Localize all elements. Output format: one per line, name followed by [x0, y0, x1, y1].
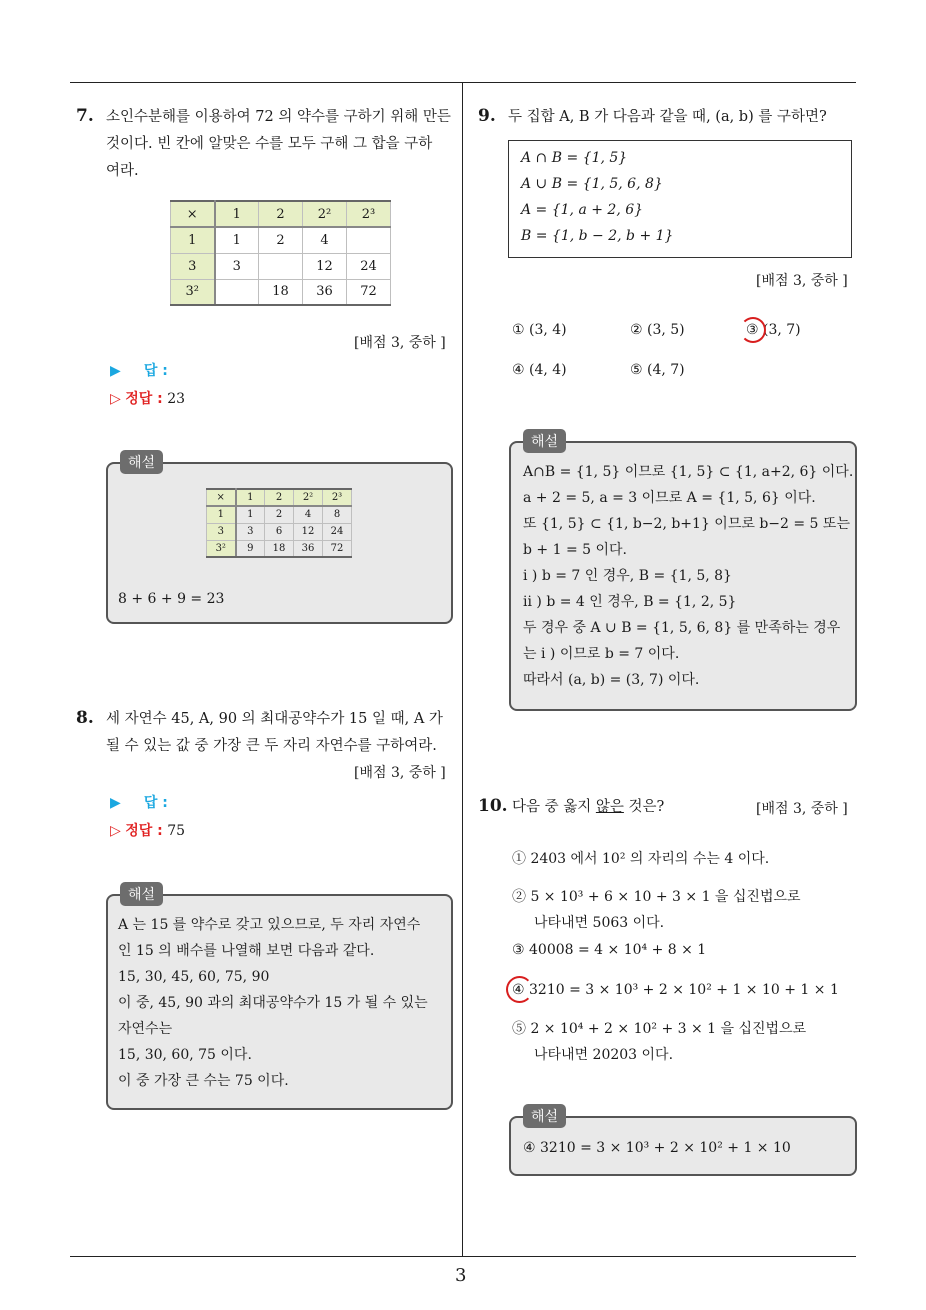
q9-option-4[interactable]: ④ (4, 4) [512, 362, 567, 378]
column-divider [462, 82, 463, 1256]
table-cell: 72 [347, 279, 391, 305]
explain-line: 인 15 의 배수를 나열해 보면 다음과 같다. [118, 943, 375, 959]
q8-explain-text [118, 912, 448, 1094]
q7-text-line: 소인수분해를 이용하여 72 의 약수를 구하기 위해 만든 [106, 109, 451, 125]
q9-explain-text [523, 459, 853, 693]
table-header-cell: × [207, 489, 236, 506]
explain-line: 15, 30, 45, 60, 75, 90 [118, 969, 270, 985]
explain-line: ii ) b = 4 인 경우, B = {1, 2, 5} [523, 594, 737, 610]
q8-explain-box [106, 894, 453, 1110]
table-cell: 8 [323, 506, 352, 523]
q10-option-5-cont: 나타내면 20203 이다. [534, 1047, 674, 1063]
q8-text-line: 세 자연수 45, A, 90 의 최대공약수가 15 일 때, A 가 [106, 711, 443, 727]
table-cell: 24 [347, 253, 391, 279]
table-cell: 36 [294, 540, 323, 557]
explain-line: 두 경우 중 A ∪ B = {1, 5, 6, 8} 를 만족하는 경우 [523, 620, 841, 636]
page-number: 3 [455, 1265, 467, 1286]
explain-line: A∩B = {1, 5} 이므로 {1, 5} ⊂ {1, a+2, 6} 이다. [523, 464, 854, 480]
q10-text-underlined: 않은 [595, 799, 624, 815]
q9-set-box [508, 140, 852, 258]
table-cell: 3² [207, 540, 236, 557]
correct-label: 정답 : [125, 823, 163, 839]
correct-value: 75 [167, 823, 186, 839]
explain-line: b + 1 = 5 이다. [523, 542, 627, 558]
explain-line: 이 중 가장 큰 수는 75 이다. [118, 1073, 289, 1089]
table-cell [347, 227, 391, 253]
q10-option-2[interactable]: ② 5 × 10³ + 6 × 10 + 3 × 1 을 십진법으로 [512, 889, 801, 905]
q9-option-2[interactable]: ② (3, 5) [630, 322, 685, 338]
q7-explain-text: 8 + 6 + 9 = 23 [118, 591, 225, 607]
explain-line: a + 2 = 5, a = 3 이므로 A = {1, 5, 6} 이다. [523, 490, 816, 506]
triangle-outline-icon: ▷ [110, 823, 121, 839]
q7-correct-row [110, 388, 185, 408]
table-cell: 4 [303, 227, 347, 253]
set-line: B = {1, b − 2, b + 1} [521, 228, 674, 244]
q10-option-1[interactable]: ① 2403 에서 10² 의 자리의 수는 4 이다. [512, 851, 770, 867]
q10-option-4[interactable]: ④ 3210 = 3 × 10³ + 2 × 10² + 1 × 10 + 1 × 1 [512, 982, 839, 998]
table-header-cell: 2 [259, 201, 303, 227]
q8-answer-row [110, 792, 168, 812]
q8-text [106, 706, 458, 760]
table-cell: 18 [265, 540, 294, 557]
set-line: A ∩ B = {1, 5} [521, 150, 628, 166]
bottom-rule [70, 1256, 856, 1257]
q10-explain-text: ④ 3210 = 3 × 10³ + 2 × 10² + 1 × 10 [523, 1140, 791, 1156]
table-header-cell: 2³ [323, 489, 352, 506]
triangle-outline-icon: ▷ [110, 391, 121, 407]
q9-score: [배점 3, 중하 ] [756, 273, 848, 289]
table-cell: 3 [215, 253, 259, 279]
table-cell: 24 [323, 523, 352, 540]
set-line: A ∪ B = {1, 5, 6, 8} [521, 176, 663, 192]
q10-text-post: 것은? [623, 799, 665, 815]
answer-label: 답 : [143, 795, 168, 811]
table-header-cell: 2² [303, 201, 347, 227]
selected-answer-circle [506, 976, 533, 1003]
q10-score: [배점 3, 중하 ] [756, 801, 848, 817]
q10-text [512, 794, 664, 821]
correct-value: 23 [167, 391, 186, 407]
table-header-cell: 1 [236, 489, 265, 506]
explain-line: 자연수는 [118, 1021, 173, 1037]
table-cell: 4 [294, 506, 323, 523]
q7-text-line: 것이다. 빈 칸에 알맞은 수를 모두 구해 그 합을 구하 [106, 136, 433, 152]
table-cell: 18 [259, 279, 303, 305]
play-icon: ▶ [110, 795, 121, 811]
explain-line: 는 i ) 이므로 b = 7 이다. [523, 646, 680, 662]
table-cell: 12 [303, 253, 347, 279]
explain-line: 또 {1, 5} ⊂ {1, b−2, b+1} 이므로 b−2 = 5 또는 [523, 516, 850, 532]
q7-number: 7. [76, 106, 94, 126]
q7-explain-tag: 해설 [120, 450, 163, 474]
q7-explain-box [106, 462, 453, 624]
table-cell: 1 [171, 227, 215, 253]
explain-line: i ) b = 7 인 경우, B = {1, 5, 8} [523, 568, 732, 584]
table-cell: 12 [294, 523, 323, 540]
table-cell: 2 [259, 227, 303, 253]
table-header-cell: 1 [215, 201, 259, 227]
q7-text [106, 104, 456, 185]
q9-option-3[interactable]: ③ (3, 7) [746, 322, 801, 338]
q7-score: [배점 3, 중하 ] [354, 335, 446, 351]
table-cell: 1 [207, 506, 236, 523]
table-cell: 9 [236, 540, 265, 557]
top-rule [70, 82, 856, 83]
q8-number: 8. [76, 708, 94, 728]
explain-line: 15, 30, 60, 75 이다. [118, 1047, 252, 1063]
explain-line: 따라서 (a, b) = (3, 7) 이다. [523, 672, 700, 688]
table-header-cell: 2³ [347, 201, 391, 227]
table-cell: 1 [215, 227, 259, 253]
q10-option-5[interactable]: ⑤ 2 × 10⁴ + 2 × 10² + 3 × 1 을 십진법으로 [512, 1021, 807, 1037]
table-cell: 6 [265, 523, 294, 540]
table-cell: 3 [207, 523, 236, 540]
table-cell [215, 279, 259, 305]
q9-option-1[interactable]: ① (3, 4) [512, 322, 567, 338]
table-cell: 3 [236, 523, 265, 540]
correct-label: 정답 : [125, 391, 163, 407]
explain-line: A 는 15 를 약수로 갖고 있으므로, 두 자리 자연수 [118, 917, 421, 933]
set-line: A = {1, a + 2, 6} [521, 202, 644, 218]
table-header-cell: 2² [294, 489, 323, 506]
q9-explain-box [509, 441, 857, 711]
table-header-cell: × [171, 201, 215, 227]
q8-text-line: 될 수 있는 값 중 가장 큰 두 자리 자연수를 구하여라. [106, 738, 437, 754]
q9-number: 9. [478, 106, 496, 126]
q9-text: 두 집합 A, B 가 다음과 같을 때, (a, b) 를 구하면? [508, 109, 827, 125]
q7-explain-table [206, 488, 352, 558]
q10-option-3[interactable]: ③ 40008 = 4 × 10⁴ + 8 × 1 [512, 942, 707, 958]
answer-label: 답 : [143, 363, 168, 379]
table-cell: 1 [236, 506, 265, 523]
q10-text-pre: 다음 중 옳지 [512, 799, 596, 815]
play-icon: ▶ [110, 363, 121, 379]
table-cell: 3² [171, 279, 215, 305]
table-cell: 36 [303, 279, 347, 305]
explain-line: 이 중, 45, 90 과의 최대공약수가 15 가 될 수 있는 [118, 995, 428, 1011]
selected-answer-circle [740, 317, 766, 343]
q7-table [170, 200, 391, 306]
q7-answer-row [110, 360, 168, 380]
q7-text-line: 여라. [106, 163, 139, 179]
q8-score: [배점 3, 중하 ] [354, 765, 446, 781]
table-cell [259, 253, 303, 279]
table-cell: 72 [323, 540, 352, 557]
q9-option-5[interactable]: ⑤ (4, 7) [630, 362, 685, 378]
q10-explain-tag: 해설 [523, 1104, 566, 1128]
q10-number: 10. [478, 796, 508, 816]
q8-correct-row [110, 820, 185, 840]
table-cell: 2 [265, 506, 294, 523]
q9-explain-tag: 해설 [523, 429, 566, 453]
table-header-cell: 2 [265, 489, 294, 506]
q10-option-2-cont: 나타내면 5063 이다. [534, 915, 665, 931]
table-cell: 3 [171, 253, 215, 279]
q8-explain-tag: 해설 [120, 882, 163, 906]
